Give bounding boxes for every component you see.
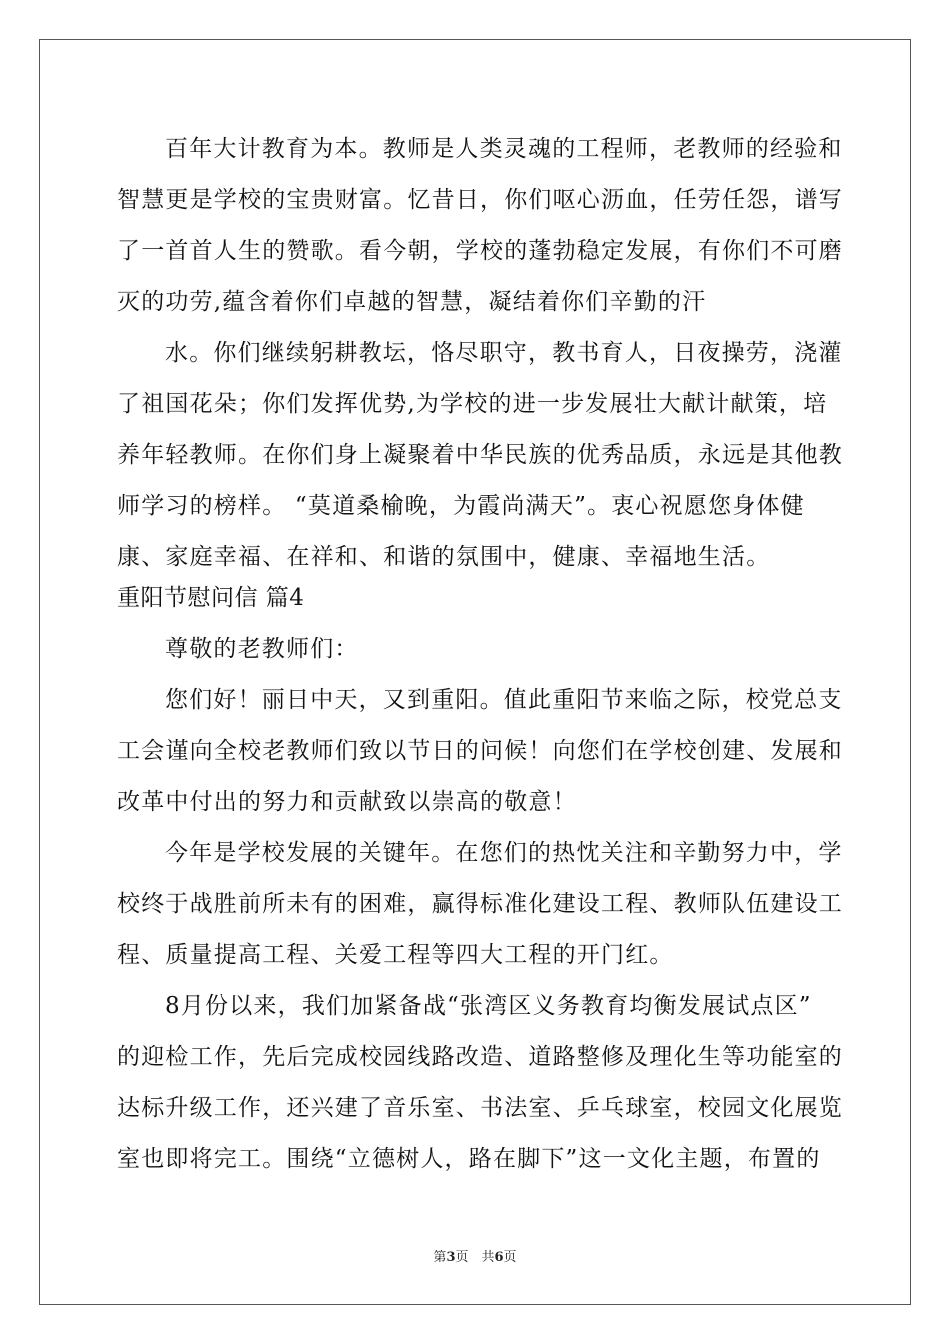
- text-line: 水。你们继续躬耕教坛，恪尽职守，教书育人，日夜操劳，浇灌: [165, 340, 843, 366]
- text-line: 百年大计教育为本。教师是人类灵魂的工程师，老教师的经验和: [165, 136, 843, 162]
- footer-mid: 页 共: [455, 1250, 495, 1265]
- text-line: 智慧更是学校的宝贵财富。忆昔日，你们呕心沥血，任劳任怨，谱写: [117, 187, 843, 213]
- text-line: 室也即将完工。围绕“立德树人，路在脚下”这一文化主题，布置的: [117, 1146, 821, 1172]
- total-page-number: 6: [494, 1250, 504, 1265]
- section-heading: 重阳节慰问信 篇4: [117, 585, 305, 611]
- footer-suffix: 页: [503, 1250, 517, 1265]
- text-line: 工会谨向全校老教师们致以节日的问候！向您们在学校创建、发展和: [117, 738, 843, 764]
- footer-prefix: 第: [433, 1250, 447, 1265]
- text-line: 程、质量提高工程、关爱工程等四大工程的开门红。: [117, 942, 674, 968]
- page-footer: [0, 1246, 950, 1265]
- current-page-number: 3: [446, 1250, 456, 1265]
- text-line: 校终于战胜前所未有的困难，赢得标准化建设工程、教师队伍建设工: [117, 891, 843, 917]
- salutation: 尊敬的老教师们：: [165, 636, 359, 662]
- text-line: 灭的功劳,蕴含着你们卓越的智慧，凝结着你们辛勤的汗: [117, 289, 707, 315]
- text-line: 了祖国花朵；你们发挥优势,为学校的进一步发展壮大献计献策，培: [117, 391, 828, 417]
- text-line: 的迎检工作，先后完成校园线路改造、道路整修及理化生等功能室的: [117, 1044, 843, 1070]
- text-line: 8月份以来，我们加紧备战“张湾区义务教育均衡发展试点区”: [165, 993, 812, 1019]
- text-line: 师学习的榜样。 “莫道桑榆晚，为霞尚满天”。衷心祝愿您身体健: [117, 493, 805, 519]
- text-line: 您们好！丽日中天，又到重阳。值此重阳节来临之际，校党总支: [165, 687, 843, 713]
- text-line: 达标升级工作，还兴建了音乐室、书法室、乒乓球室，校园文化展览: [117, 1095, 843, 1121]
- text-line: 改革中付出的努力和贡献致以崇高的敬意！: [117, 789, 577, 815]
- text-line: 康、家庭幸福、在祥和、和谐的氛围中，健康、幸福地生活。: [117, 544, 771, 570]
- text-line: 养年轻教师。在你们身上凝聚着中华民族的优秀品质，永远是其他教: [117, 442, 843, 468]
- text-line: 今年是学校发展的关键年。在您们的热忱关注和辛勤努力中，学: [165, 840, 843, 866]
- text-line: 了一首首人生的赞歌。看今朝，学校的蓬勃稳定发展，有你们不可磨: [117, 238, 843, 264]
